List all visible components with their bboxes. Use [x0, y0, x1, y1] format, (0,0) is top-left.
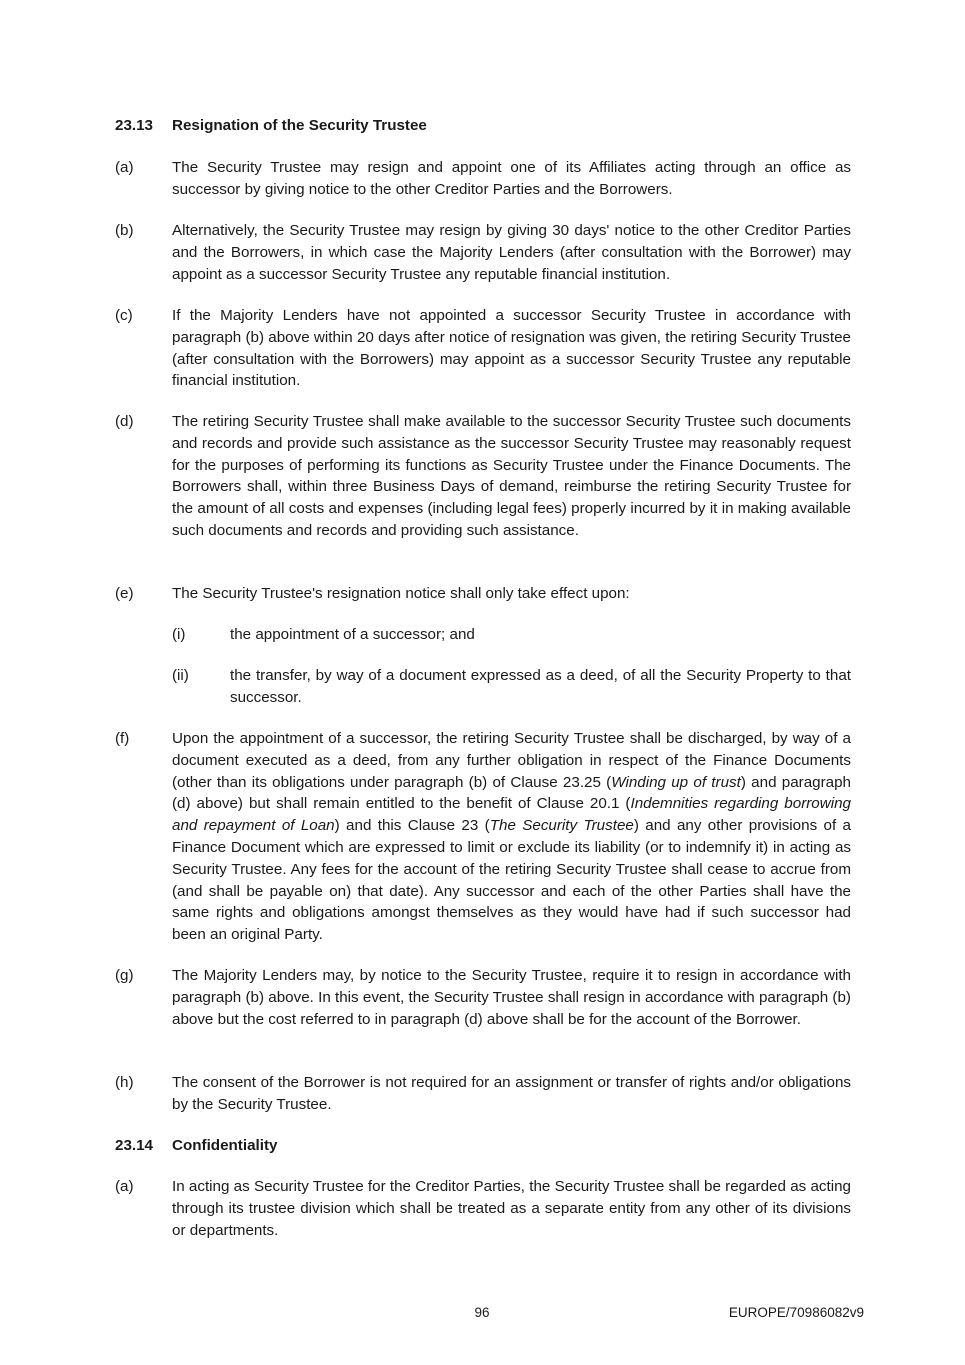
paragraph-label: (a) — [115, 159, 134, 176]
paragraph-e — [115, 583, 851, 605]
italic-reference: Indemnities regarding borrowing and repayment of Loan — [172, 795, 851, 835]
paragraph-label: (f) — [115, 730, 130, 747]
italic-reference: The Security Trustee — [489, 817, 634, 835]
paragraph-label: (g) — [115, 967, 134, 984]
section-title: Confidentiality — [172, 1137, 278, 1154]
paragraph-text — [172, 728, 851, 946]
paragraph-text: The Security Trustee's resignation notice shall only take effect upon: — [172, 585, 630, 602]
paragraph-text: The Security Trustee may resign and appoint one of its Affiliates acting through an office as successor by giving notice to the other Creditor Parties and the Borrowers. — [172, 159, 851, 198]
section-number: 23.14 — [115, 1137, 154, 1154]
subparagraph-label: (ii) — [172, 667, 189, 684]
paragraph-b — [115, 220, 851, 285]
italic-reference: Winding up of trust — [611, 773, 741, 791]
section-heading-23-13 — [115, 115, 427, 137]
paragraph-text: The Majority Lenders may, by notice to the Security Trustee, require it to resign in accordance with paragraph (b) above. In this event, the Security Trustee shall resign in accordance with paragraph (b) above but the cost referred to in paragraph (d) above shall be for the account of the Borrower. — [172, 967, 851, 1028]
text-run: Upon the appointment of a successor, the retiring Security Trustee shall be discharged, by way of a document executed as a deed, from any further obligation in respect of the Finance Documents (other than its obligations under paragraph (b) of Clause 23.25 ( — [172, 730, 851, 791]
paragraph-text: Alternatively, the Security Trustee may resign by giving 30 days' notice to the other Creditor Parties and the Borrowers, in which case the Majority Lenders (after consultation with the Borrower) may appoint as a successor Security Trustee any reputable financial institution. — [172, 222, 851, 283]
paragraph-d — [115, 411, 851, 542]
paragraph-label: (a) — [115, 1178, 134, 1195]
paragraph-label: (e) — [115, 585, 134, 602]
subparagraph-label: (i) — [172, 626, 186, 643]
paragraph-label: (b) — [115, 222, 134, 239]
paragraph-h — [115, 1072, 851, 1116]
paragraph-text: The consent of the Borrower is not required for an assignment or transfer of rights and/or obligations by the Security Trustee. — [172, 1074, 851, 1113]
section-title: Resignation of the Security Trustee — [172, 117, 427, 134]
paragraph-text: If the Majority Lenders have not appointed a successor Security Trustee in accordance with paragraph (b) above within 20 days after notice of resignation was given, the retiring Security Trustee (after consultation with the Borrowers) may appoint as a successor Security Trustee any reputable financial institution. — [172, 307, 851, 390]
document-reference: EUROPE/70986082v9 — [728, 1305, 864, 1320]
paragraph-label: (c) — [115, 307, 133, 324]
subparagraph-ii — [172, 665, 851, 709]
text-run: ) and this Clause 23 ( — [334, 817, 490, 835]
paragraph-label: (h) — [115, 1074, 134, 1091]
text-run: ) and paragraph (d) above) but shall remain entitled to the benefit of Clause 20.1 ( — [172, 773, 852, 813]
paragraph-label: (d) — [115, 413, 134, 430]
section-number: 23.13 — [115, 117, 154, 134]
section-heading-23-14 — [115, 1135, 277, 1157]
page-number: 96 — [474, 1305, 490, 1320]
paragraph-text: The retiring Security Trustee shall make available to the successor Security Trustee such documents and records and provide such assistance as the successor Security Trustee may reasonably request for the purposes of performing its functions as Security Trustee under the Finance Documents. The Borrowers shall, within three Business Days of demand, reimburse the retiring Security Trustee for the amount of all costs and expenses (including legal fees) properly incurred by it in making available such documents and records and providing such assistance. — [172, 413, 851, 539]
subparagraph-text: the appointment of a successor; and — [230, 626, 475, 643]
paragraph-g — [115, 965, 851, 1030]
subparagraph-text: the transfer, by way of a document expressed as a deed, of all the Security Property to that successor. — [230, 667, 851, 706]
subparagraph-i — [172, 624, 851, 646]
paragraph-text: In acting as Security Trustee for the Creditor Parties, the Security Trustee shall be regarded as acting through its trustee division which shall be treated as a separate entity from any other of its divisions or departments. — [172, 1178, 851, 1239]
paragraph-a-confidentiality — [115, 1176, 851, 1241]
text-run: ) and any other provisions of a Finance Document which are expressed to limit or exclude its liability (or to indemnify it) in acting as Security Trustee. Any fees for the account of the retiring Security Trustee shall cease to accrue from (and shall be payable on) that date). Any successor and each of the other Parties shall have the same rights and obligations amongst themselves as they would have had if such successor had been an original Party. — [172, 817, 851, 944]
paragraph-a — [115, 157, 851, 201]
paragraph-f — [115, 728, 851, 946]
paragraph-c — [115, 305, 851, 392]
